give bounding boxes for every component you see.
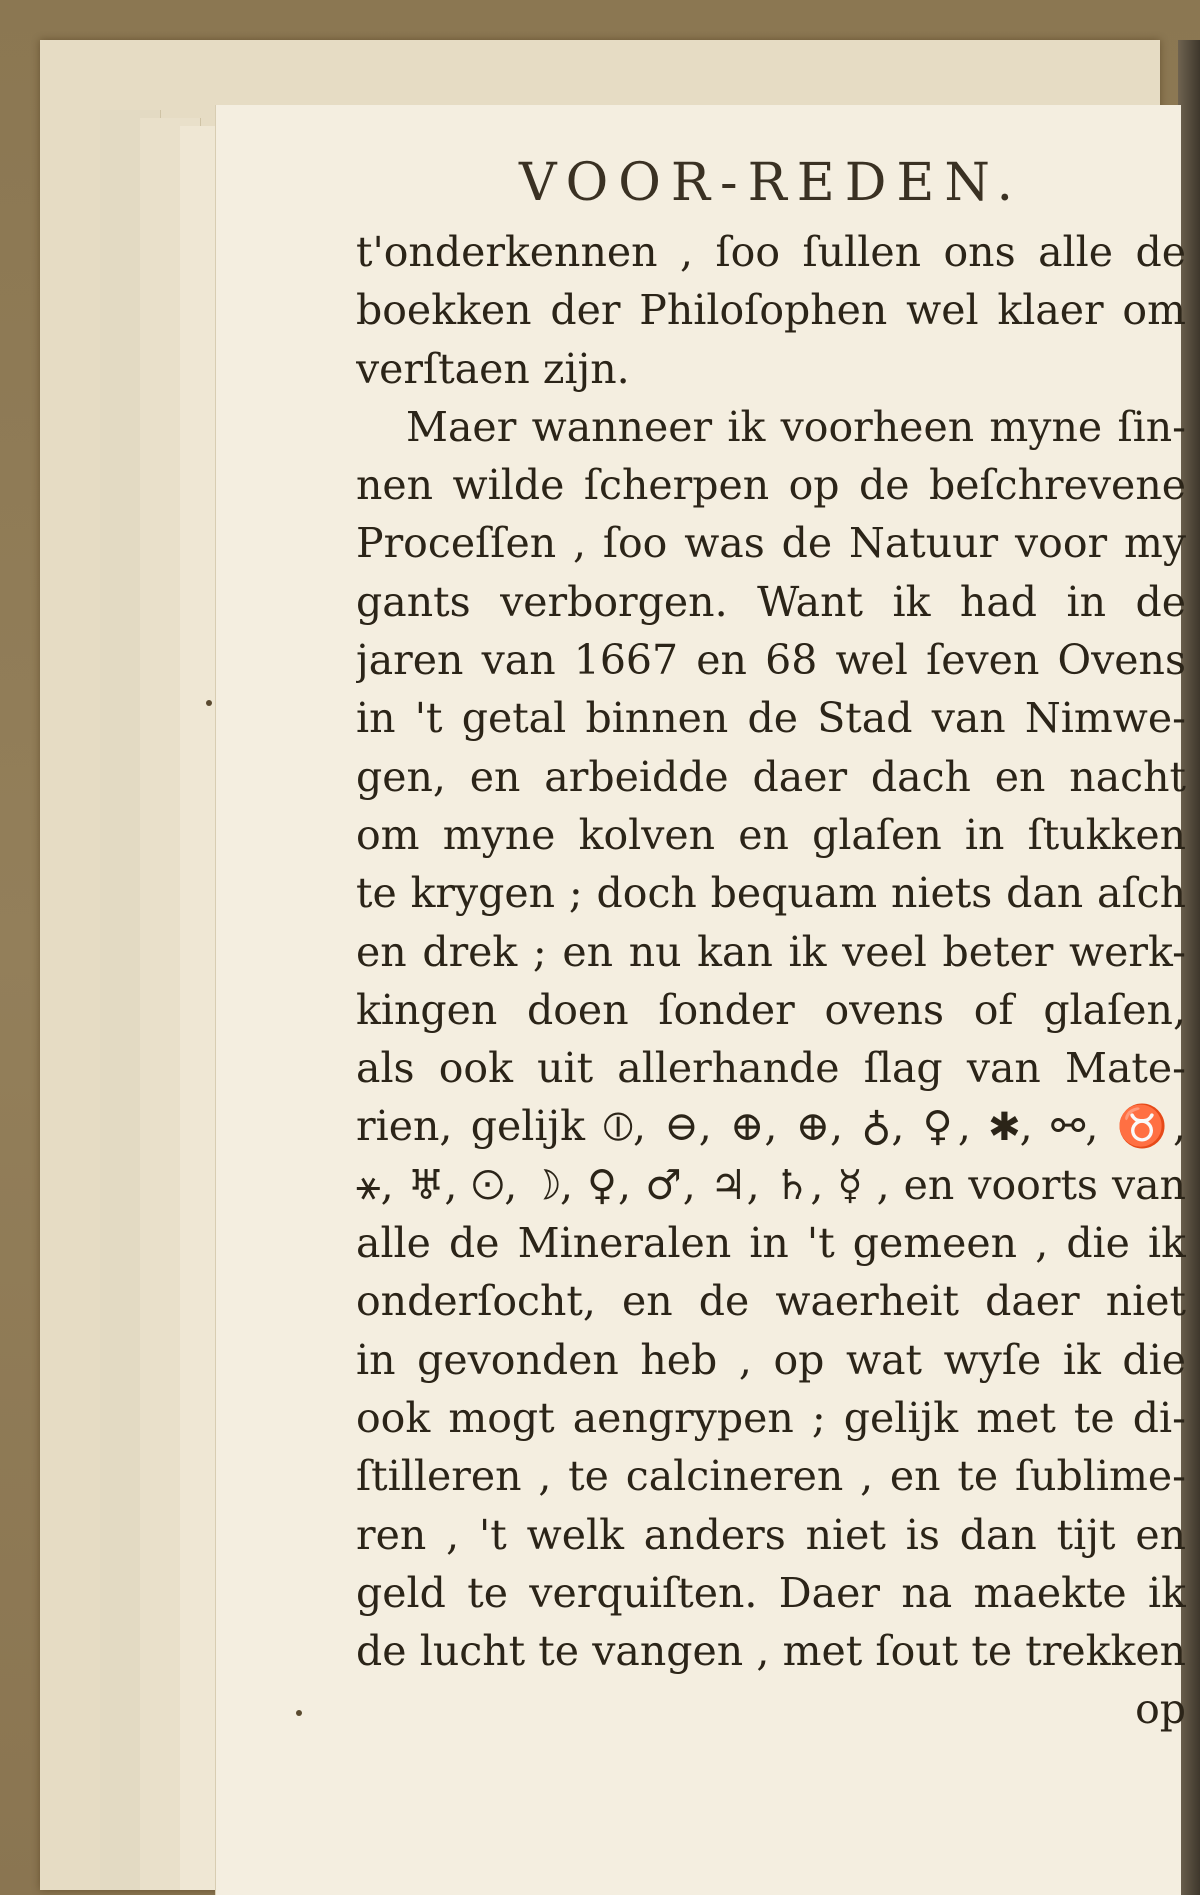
- text-line: ren , 't welk anders niet is dan tijt en: [356, 1510, 1186, 1559]
- text-line: ſtilleren , te calcineren , en te ſublime-: [356, 1452, 1186, 1501]
- text-line: als ook uit allerhande ſlag van Mate-: [356, 1044, 1186, 1093]
- text-line: te krygen ; doch bequam niets dan aſch: [356, 869, 1186, 918]
- text-line: jaren van 1667 en 68 wel ſeven Ovens: [356, 636, 1186, 685]
- text-line: kingen doen ſonder ovens of glaſen,: [356, 985, 1186, 1034]
- text-line: onderſocht, en de waerheit daer niet: [356, 1277, 1186, 1326]
- text-line: om myne kolven en glaſen in ſtukken: [356, 810, 1186, 859]
- text-line: gants verborgen. Want ik had in de: [356, 577, 1186, 626]
- text-line: en drek ; en nu kan ik veel beter werk-: [356, 927, 1186, 976]
- text-line: alle de Mineralen in 't gemeen , die ik: [356, 1219, 1186, 1268]
- book-page: [215, 105, 1186, 1895]
- text-line: gen, en arbeidde daer dach en nacht: [356, 752, 1186, 801]
- text-line: Maer wanneer ik voorheen myne ſin-: [406, 402, 1186, 451]
- text-line: Proceſſen , ſoo was de Natuur voor my: [356, 519, 1186, 568]
- running-head: VOOR-REDEN.: [518, 153, 1024, 213]
- text-line: t'onderkennen , ſoo ſullen ons alle de: [356, 228, 1186, 276]
- ink-speck: [296, 1710, 302, 1716]
- symbol-line: rien, gelijk ⦶, ⊖, ⊕, ⊕, ♁, ♀, ✱, ⚯, ♉,: [356, 1102, 1186, 1151]
- text-line: boekken der Philoſophen wel klaer om: [356, 286, 1186, 335]
- text-line: ook mogt aengrypen ; gelijk met te di-: [356, 1393, 1186, 1442]
- ink-speck: [206, 700, 212, 706]
- text-line: de lucht te vangen , met ſout te trekken: [356, 1627, 1186, 1676]
- text-line: verſtaen zijn.: [356, 344, 630, 393]
- symbol-line: ⚹, ♅, ☉, ☽, ♀, ♂, ♃, ♄, ☿ , en voorts van: [356, 1160, 1186, 1209]
- page-text: [356, 147, 1186, 1739]
- text-line: in 't getal binnen de Stad van Nimwe-: [356, 694, 1186, 743]
- catchword: op: [1135, 1685, 1186, 1734]
- text-line: in gevonden heb , op wat wyſe ik die: [356, 1335, 1186, 1384]
- text-line: geld te verquiſten. Daer na maekte ik: [356, 1568, 1186, 1617]
- text-line: nen wilde ſcherpen op de beſchrevene: [356, 461, 1186, 510]
